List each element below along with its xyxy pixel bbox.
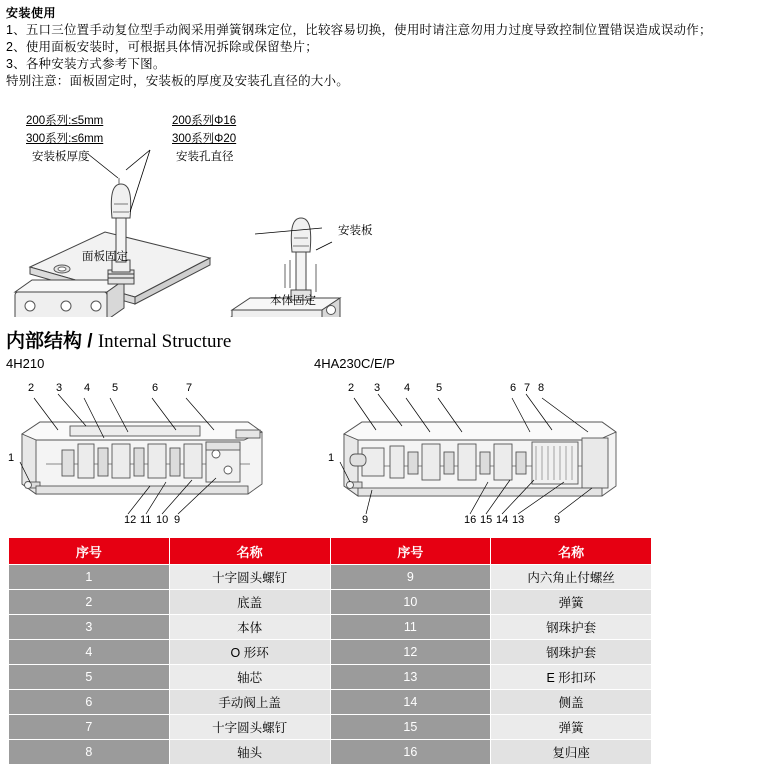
label-series300-thickness: 300系列:≤6mm [26,133,104,145]
callout-left-5: 5 [112,382,119,394]
structure-diagram-4h210 [0,382,320,527]
callout-left-1: 1 [8,452,15,464]
table-row [9,565,652,590]
callout-right-3: 3 [374,382,381,394]
row-name-left: 十字圆头螺钉 [169,715,330,740]
row-no-left: 8 [9,740,170,765]
callout-left-2: 2 [28,382,35,394]
callout-left-9: 9 [174,514,181,526]
callout-right-15: 15 [480,514,493,526]
install-note-4: 特别注意：面板固定时，安装板的厚度及安装孔直径的大小。 [6,74,349,88]
row-name-right: 钢珠护套 [491,640,652,665]
installation-drawing [0,92,760,317]
row-name-left: 底盖 [169,590,330,615]
label-series300-hole: 300系列Φ20 [172,133,237,145]
header-no-right: 序号 [330,538,491,565]
row-no-left: 7 [9,715,170,740]
callout-right-16: 16 [464,514,477,526]
table-header-row [9,538,652,565]
install-section-title: 安装使用 [6,6,57,20]
callout-right-7: 7 [524,382,531,394]
heading-en: Internal Structure [97,331,232,352]
row-no-right: 9 [330,565,491,590]
label-series200-hole: 200系列Φ16 [172,115,237,127]
row-no-right: 10 [330,590,491,615]
row-no-left: 3 [9,615,170,640]
callout-left-3: 3 [56,382,63,394]
row-no-left: 4 [9,640,170,665]
table-row [9,690,652,715]
label-panel-fix: 面板固定 [82,251,128,263]
callout-right-8: 8 [538,382,545,394]
row-name-left: O 形环 [169,640,330,665]
callout-left-11: 11 [140,514,152,526]
callout-left-12: 12 [124,514,137,526]
installation-illustration [0,92,760,317]
label-hole-diameter: 安装孔直径 [176,151,234,163]
table-row [9,665,652,690]
row-no-left: 2 [9,590,170,615]
table-row [9,590,652,615]
row-no-right: 15 [330,715,491,740]
callout-right-13: 13 [512,514,525,526]
label-plate-thickness: 安装板厚度 [32,151,90,163]
row-name-right: E 形扣环 [491,665,652,690]
callout-left-4: 4 [84,382,91,394]
diagram-right-drawing [320,382,760,527]
row-name-right: 侧盖 [491,690,652,715]
row-name-left: 十字圆头螺钉 [169,565,330,590]
callout-right-2: 2 [348,382,355,394]
install-note-2: 2、使用面板安装时，可根据具体情况拆除或保留垫片； [6,40,318,54]
callout-right-5: 5 [436,382,443,394]
model-label-right: 4HA230C/E/P [314,356,395,371]
install-note-1: 1、五口三位置手动复位型手动阀采用弹簧钢珠定位，比较容易切换，使用时请注意勿用力过度导致控制位置错误造成误动作； [6,23,712,37]
model-label-left: 4H210 [6,356,45,371]
callout-left-6: 6 [152,382,159,394]
row-no-left: 1 [9,565,170,590]
diagram-left-drawing [0,382,320,527]
row-name-right: 钢珠护套 [491,615,652,640]
parts-table [8,537,652,765]
label-mounting-plate: 安装板 [338,225,373,237]
table-row [9,615,652,640]
row-name-left: 轴芯 [169,665,330,690]
internal-structure-heading [6,326,231,353]
header-name-right: 名称 [491,538,652,565]
header-name-left: 名称 [169,538,330,565]
callout-right-9b: 9 [554,514,561,526]
callout-right-1: 1 [328,452,335,464]
row-no-right: 14 [330,690,491,715]
row-name-left: 手动阀上盖 [169,690,330,715]
row-name-left: 本体 [169,615,330,640]
callout-right-4: 4 [404,382,411,394]
table-row [9,740,652,765]
label-body-fix: 本体固定 [270,295,316,307]
callout-right-6: 6 [510,382,517,394]
row-no-left: 5 [9,665,170,690]
callout-right-9a: 9 [362,514,369,526]
callout-right-14: 14 [496,514,509,526]
row-name-left: 轴头 [169,740,330,765]
row-name-right: 复归座 [491,740,652,765]
header-no-left: 序号 [9,538,170,565]
row-name-right: 弹簧 [491,590,652,615]
install-note-3: 3、各种安装方式参考下图。 [6,57,166,71]
row-no-right: 16 [330,740,491,765]
row-no-left: 6 [9,690,170,715]
row-no-right: 13 [330,665,491,690]
heading-cn: 内部结构 / [6,331,98,352]
callout-left-10: 10 [156,514,169,526]
label-series200-thickness: 200系列:≤5mm [26,115,104,127]
row-name-right: 内六角止付螺丝 [491,565,652,590]
table-row [9,715,652,740]
row-no-right: 11 [330,615,491,640]
table-row [9,640,652,665]
callout-left-7: 7 [186,382,193,394]
row-name-right: 弹簧 [491,715,652,740]
structure-diagram-4ha230 [320,382,760,527]
row-no-right: 12 [330,640,491,665]
